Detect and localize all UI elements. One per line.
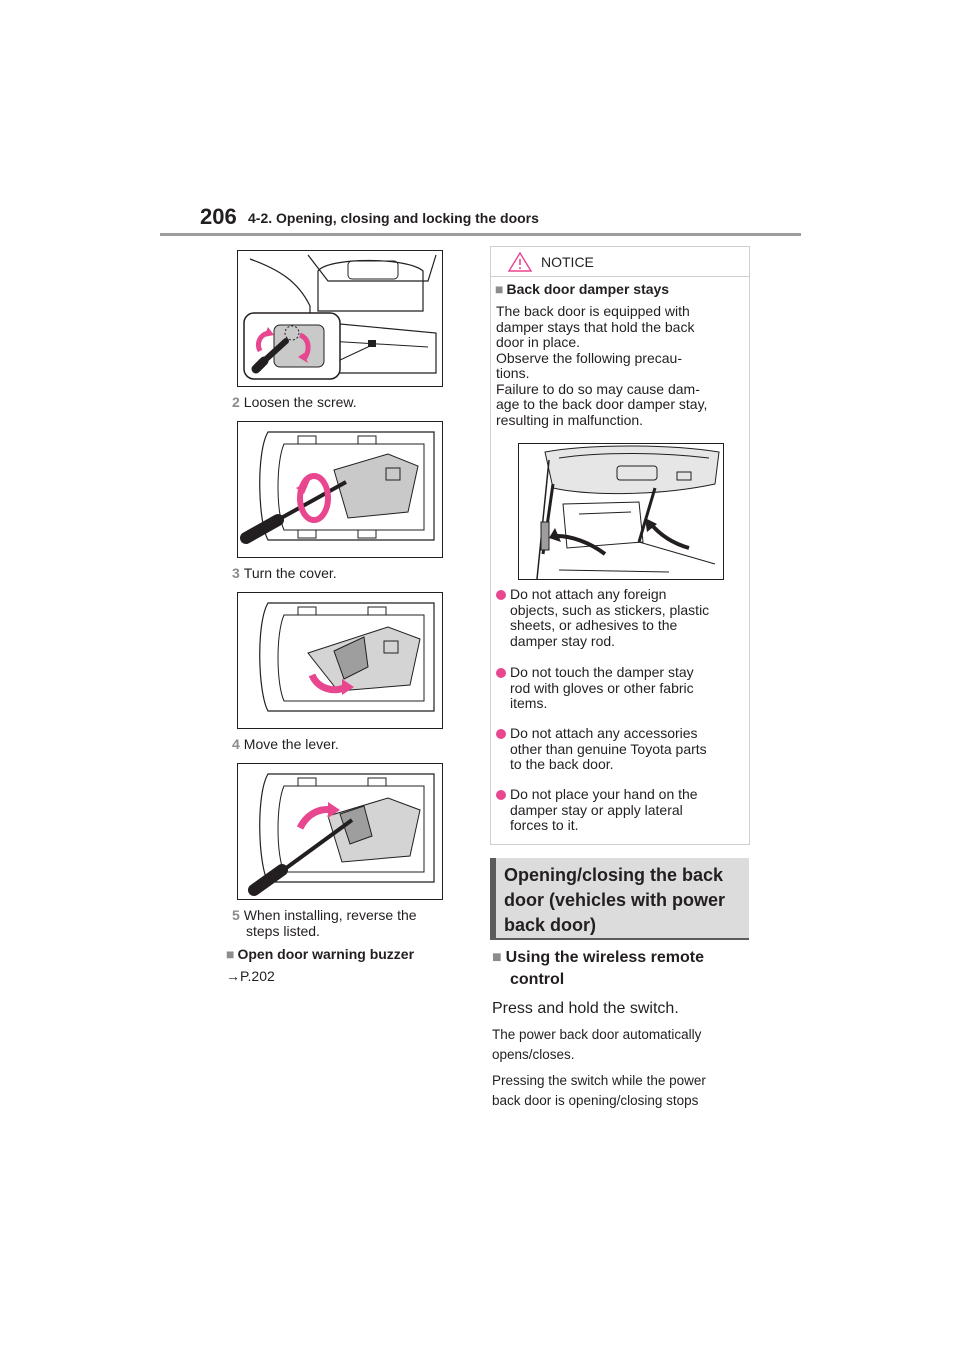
notice-bullet-line: Do not attach any accessories (510, 725, 698, 741)
section-bar (490, 858, 496, 938)
paragraph-line: Pressing the switch while the power (492, 1073, 706, 1088)
notice-intro-line: Observe the following precau- (496, 349, 682, 366)
step-text-cont: steps listed. (246, 923, 320, 939)
buzzer-page-ref[interactable]: →P.202 (226, 968, 275, 984)
bullet-dot-icon (496, 590, 506, 600)
section-title-box (490, 858, 749, 938)
remote-paragraph-2 (492, 1071, 706, 1111)
notice-bullet-line: sheets, or adhesives to the (510, 617, 678, 633)
notice-bullet-line: items. (510, 695, 548, 711)
step-text: Move the lever. (243, 736, 339, 752)
square-bullet-icon: ■ (495, 281, 504, 297)
figure-damper-stays (518, 443, 724, 580)
notice-bullet-1 (510, 587, 709, 649)
step-5 (232, 907, 417, 939)
figure-move-lever (237, 763, 443, 900)
notice-bullet-line: to the back door. (510, 756, 614, 772)
remote-heading-line: control (510, 971, 565, 988)
page-number: 206 (200, 204, 237, 229)
notice-intro (496, 304, 707, 428)
step-number: 4 (232, 736, 240, 752)
square-bullet-icon: ■ (492, 949, 502, 966)
remote-instruction: Press and hold the switch. (492, 1000, 679, 1017)
notice-bullet-line: Do not place your hand on the (510, 786, 698, 802)
notice-bullet-line: rod with gloves or other fabric (510, 679, 694, 696)
figure-back-door-cover-removal (237, 250, 443, 387)
notice-intro-line: damper stays that hold the back (496, 318, 695, 335)
notice-bullet-line: forces to it. (510, 817, 579, 833)
step-number: 3 (232, 565, 240, 581)
notice-bullet-3 (510, 726, 707, 773)
chapter-title: 4-2. Opening, closing and locking the doors (248, 210, 539, 226)
bullet-dot-icon (496, 729, 506, 739)
notice-bullet-2 (510, 665, 694, 712)
step-text: Loosen the screw. (243, 394, 357, 410)
notice-intro-line: age to the back door damper stay, (496, 396, 708, 412)
figure-loosen-screw (237, 421, 443, 558)
section-title (504, 863, 748, 938)
notice-intro-line: The back door is equipped with (496, 303, 690, 319)
notice-bullet-line: Do not attach any foreign (510, 586, 667, 602)
remote-paragraph-1 (492, 1025, 701, 1065)
notice-bullet-line: other than genuine Toyota parts (510, 740, 707, 757)
notice-title: NOTICE (541, 254, 594, 270)
section-title-line: Opening/closing the back (504, 865, 724, 885)
step-3 (232, 565, 337, 581)
square-bullet-icon: ■ (226, 946, 235, 962)
step-4 (232, 736, 339, 752)
notice-bullet-line: objects, such as stickers, plastic (510, 601, 710, 618)
notice-bullet-4 (510, 787, 698, 834)
buzzer-heading (226, 946, 414, 962)
notice-intro-line: resulting in malfunction. (496, 411, 644, 428)
step-2 (232, 394, 357, 410)
header-rule (160, 233, 801, 236)
buzzer-heading-text: Open door warning buzzer (237, 946, 415, 962)
section-title-line: door (vehicles with power (504, 890, 726, 910)
step-text: Turn the cover. (243, 565, 337, 581)
notice-bullet-line: Do not touch the damper stay (510, 664, 694, 680)
warning-triangle-icon (508, 252, 532, 272)
notice-bullet-line: damper stay rod. (510, 632, 616, 649)
remote-heading (492, 947, 704, 991)
bullet-dot-icon (496, 790, 506, 800)
paragraph-line: opens/closes. (492, 1047, 575, 1062)
step-number: 2 (232, 394, 240, 410)
notice-heading (495, 281, 669, 297)
section-underline (490, 938, 749, 940)
notice-header (491, 247, 749, 277)
figure-turn-cover (237, 592, 443, 729)
notice-heading-text: Back door damper stays (506, 281, 670, 297)
step-text: When installing, reverse the (243, 907, 417, 923)
notice-intro-line: door in place. (496, 334, 581, 350)
paragraph-line: The power back door automatically (492, 1027, 702, 1042)
section-title-line: back door) (504, 915, 597, 935)
step-number: 5 (232, 907, 240, 923)
notice-intro-line: tions. (496, 365, 530, 381)
remote-heading-line: Using the wireless remote (505, 949, 704, 966)
bullet-dot-icon (496, 668, 506, 678)
notice-bullet-line: damper stay or apply lateral (510, 801, 683, 818)
notice-intro-line: Failure to do so may cause dam- (496, 380, 700, 397)
notice-box (490, 246, 750, 845)
paragraph-line: back door is opening/closing stops (492, 1093, 699, 1108)
